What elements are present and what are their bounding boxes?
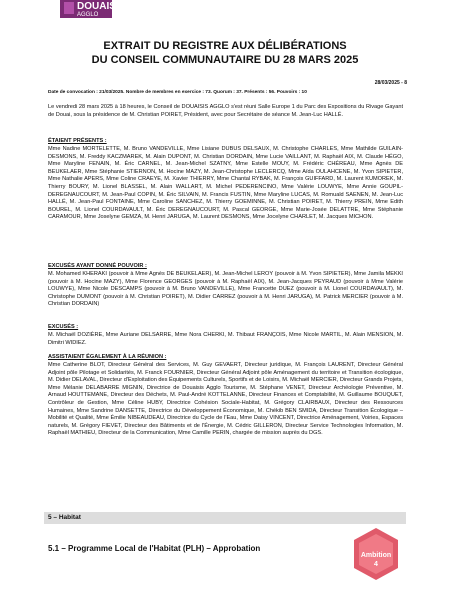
plh-subtitle: 5.1 – Programme Local de l'Habitat (PLH) – Approbation: [48, 544, 261, 553]
section-habitat-bar: 5 – Habitat: [44, 512, 406, 524]
excuses-heading: EXCUSÉS :: [48, 324, 79, 330]
excuses-pouvoir-heading: EXCUSÉS AYANT DONNÉ POUVOIR :: [48, 263, 147, 269]
intro-paragraph: Le vendredi 28 mars 2025 à 18 heures, le Conseil de DOUAISIS AGGLO s'est réuni Salle Europe 1 du Parc des Expositions du Rivage Gayant de Douai, sous la présidence de M. Christian POIRET, Président, avec pour Secrétaire de séance M. Jean-Luc HALLÉ.: [48, 104, 403, 118]
excuses-list: M. Michaël DOZIÈRE, Mme Auriane DELSARRE, Mme Nora CHERKI, M. Thibaut FRANÇOIS, Mme Nicole MARTIL, M. Alain MENSION, M. Dimitri WIDIEZ.: [48, 332, 403, 346]
assistaient-heading: ASSISTAIENT ÉGALEMENT À LA RÉUNION :: [48, 354, 167, 360]
logo-sub: AGGLO: [77, 12, 99, 18]
title-line-1: EXTRAIT DU REGISTRE AUX DÉLIBÉRATIONS: [103, 40, 347, 52]
badge-number-text: 4: [374, 561, 378, 568]
meeting-meta: Date de convocation : 21/03/2025. Nombre de membres en exercice : 73. Quorum : 37. Présents : 56. Pouvoirs : 10: [48, 90, 307, 95]
deliberation-ref: 28/03/2025 - 8: [374, 80, 407, 86]
present-list: Mme Nadine MORTELETTE, M. Bruno VANDEVILLE, Mme Lisiane DUBUS DELSAUX, M. Christophe CHARLES, Mme Mathilde GUILAIN-DESMONS, M. Freddy KACZMAREK, M. Alain DUPONT, M. Christian DORDAIN, Mme Lucie VAILLANT, M. Raphaël AIX, M. Claude HÉGO, Mme Maryline FENAIN, M. Éric CARNEL, M. Jean-Michel SZATNY, Mme Estelle MOUY, M. Frédéric CHÉREAU, Mme Agnès DE BEUKELAER, Mme Stéphanie STIERNON, M. Hocine MAZY, M. Jean-Christophe LECLERCQ, Mme Aïda OULAHCENE, M. Yvon SIPIETER, Mme Nathalie APERS, Mme Coline CRAEYE, M. Xavier THIERRY, Mme Chantal RYBAK, M. François GUIFFARD, M. Laurent KUMOREK, M. Thierry BOURY, M. Lionel BLASSEL, M. Alain WALLART, M. Michel PEDERENCINO, Mme Valérie LOUWYE, Mme Annie GOUPIL-DEREGNAUCOURT, M. Jean-Paul COPIN, M. Éric SILVAIN, M. Francis FUSTIN, Mme Maryline LUCAS, M. Romuald SAENEN, M. Jean-Luc HALLÉ, M. Jean-Paul FONTAINE, Mme Caroline SANCHEZ, M. Thierry GOEMINNE, M. Christian POIRET, M. Thierry PREIN, Mme Edith BOUREL, M. Lionel COURDAVAULT, M. Éric DEREGNAUCOURT, M. Pascal GEORGE, Mme Marie-Josée DELATTRE, Mme Stéphanie CARAMOUR, Mme Joselyne GEMZA, M. Henri JARUGA, M. Laurent DESMONS, Mme Jocelyne CHARLET, M. Jacques MICHON.: [48, 146, 403, 221]
assistaient-list: Mme Catherine BLOT, Directeur Général des Services, M. Guy GEVAERT, Directeur juridique, M. François LAURENT, Directeur Général Adjoint pôle Pilotage et Solidarités, M. Franck FOURNIER, Directeur Général Adjoint pôle Aménagement du territoire et Transition écologique, M. Didier DELAVAL, Directeur d'Exploitation des Équipements Culturels, Sportifs et de Loisirs, M. Michaël MERCIER, Directeur Grands Projets, Mme Mélanie DELABARRE MIGNIN, Directrice de Douaisis Agglo Tourisme, M. Stéphane VENET, Directeur Archéologie Préventive, M. Arnaud HOUTTEMANE, Directeur des Déchets, M. Paul-André KOTTELANNE, Directeur Finances et Comptabilité, M. Guillaume BOUQUET, Contrôleur de Gestion, Mme Céline HUBY, Directrice Cohésion Sociale-Habitat, M. Grégory CLAIRBAUX, Directeur des Ressources Humaines, Mme Sandrine DANSETTE, Directrice du Développement Économique, M. Chékib BEN SMIDA, Directeur Transition Écologique – Mobilité et Qualité, Mme Émilie NIBEAUDEAU, Directrice du Cycle de l'Eau, Mme Daisy VINCENT, Directrice Aménagement, Voiries, Espaces naturels, M. Grégory FIEVET, Directeur des Bâtiments et de l'Énergie, M. Cédric GILLERON, Directeur Service Technologies Information, M. Raphaël MATHIEU, Directeur de la Communication, Mme Camille PERIN, chargée de mission auprès du DGS.: [48, 362, 403, 437]
present-heading: ÉTAIENT PRÉSENTS :: [48, 138, 107, 144]
logo-text: DOUAISIS: [77, 1, 126, 12]
logo-mark-icon: [64, 2, 74, 14]
excuses-pouvoir-list: M. Mohamed KHERAKI (pouvoir à Mme Agnès DE BEUKELAER), M. Jean-Michel LEROY (pouvoir à M. Yvon SIPIETER), Mme Jamila MEKKI (pouvoir à M. Hocine MAZY), Mme Florence GEORGES (pouvoir à M. Raphaël AIX), M. Jean-Jacques PEYRAUD (pouvoir à Mme Valérie LOUWYE), Mme Nicole DESCAMPS (pouvoir à M. Bruno VANDEVILLE), Mme Francette DUEZ (pouvoir à M. Lionel COURDAVAULT), M. Christophe DUMONT (pouvoir à M. Christian POIRET), M. Didier CARREZ (pouvoir à M. Henri JARUGA), M. Patrick MERCIER (pouvoir à M. Christian DORDAIN): [48, 271, 403, 308]
badge-ambition-text: Ambition: [360, 552, 392, 559]
ambition-badge-icon: [350, 526, 402, 582]
title-line-2: DU CONSEIL COMMUNAUTAIRE DU 28 MARS 2025: [91, 54, 359, 66]
